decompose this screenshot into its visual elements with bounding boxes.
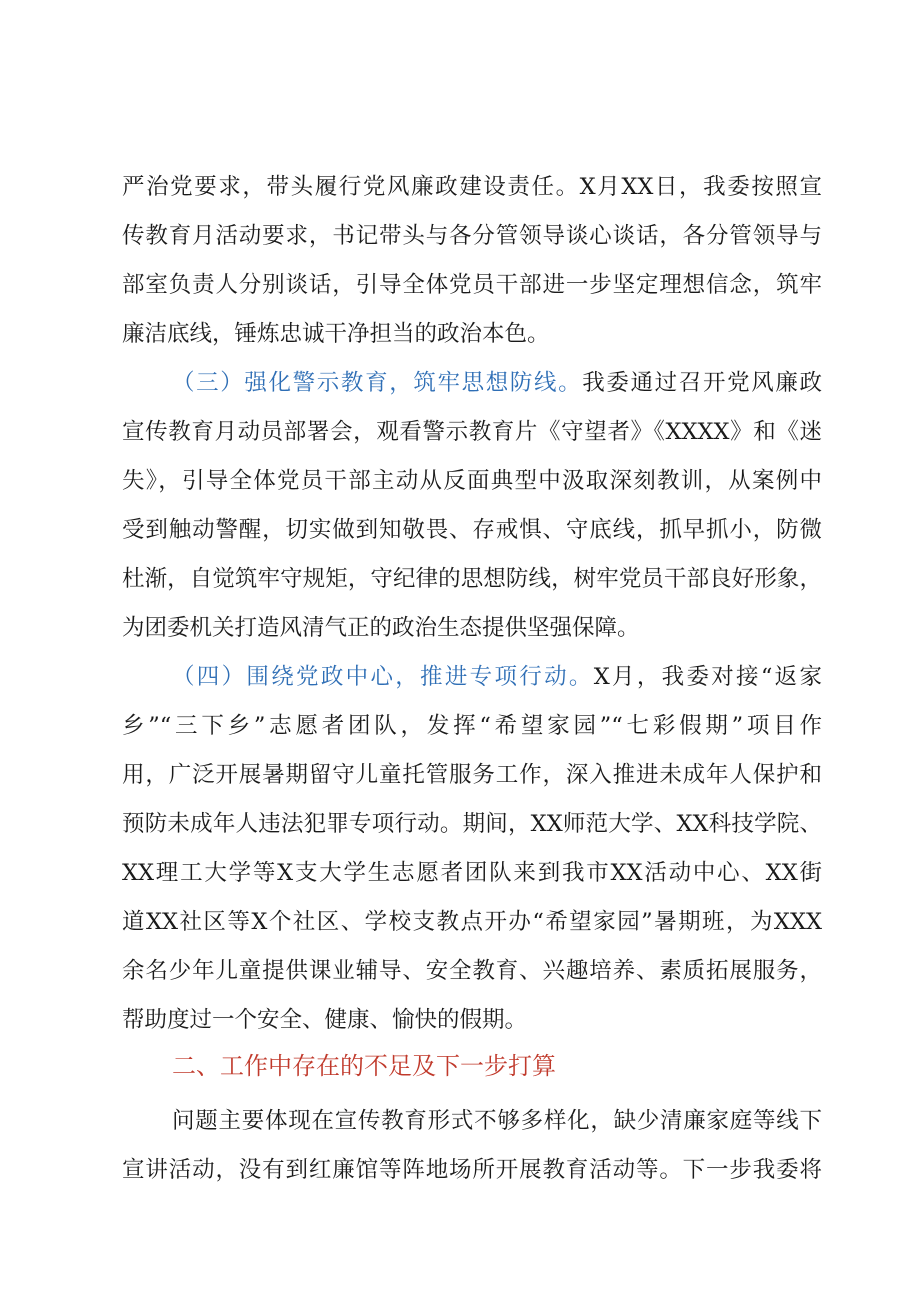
section2-line-2: 宣讲活动，没有到红廉馆等阵地场所开展教育活动等。下一步我委将 (122, 1157, 822, 1183)
para2-line-1 (172, 368, 822, 398)
subhead-four: （四）围绕党政中心，推进专项行动。 (172, 664, 594, 690)
para1-line-3: 部室负责人分别谈话，引导全体党员干部进一步坚定理想信念，筑牢 (122, 272, 822, 298)
para3-line-8: 帮助度过一个安全、健康、愉快的假期。 (122, 1007, 528, 1033)
para3-line-6: 道XX社区等X个社区、学校支教点开办“希望家园”暑期班，为XXX (122, 909, 822, 935)
para2-line-6: 为团委机关打造风清气正的政治生态提供坚强保障。 (122, 615, 640, 641)
section2-line-1: 问题主要体现在宣传教育形式不够多样化，缺少清廉家庭等线下 (172, 1108, 822, 1134)
para3-line-4: 预防未成年人违法犯罪专项行动。期间，XX师范大学、XX科技学院、 (122, 811, 822, 837)
para2-line-3: 失》，引导全体党员干部主动从反面典型中汲取深刻教训，从案例中 (122, 468, 822, 494)
para3-line-3: 用，广泛开展暑期留守儿童托管服务工作，深入推进未成年人保护和 (122, 762, 822, 788)
para1-line-1: 严治党要求，带头履行党风廉政建设责任。X月XX日，我委按照宣 (122, 174, 822, 200)
para1-line-2: 传教育月活动要求，书记带头与各分管领导谈心谈话，各分管领导与 (122, 223, 822, 249)
para3-line-1 (172, 662, 822, 692)
para2-line-2: 宣传教育月动员部署会，观看警示教育片《守望者》《XXXX》和《迷 (122, 419, 822, 445)
para1-line-4: 廉洁底线，锤炼忠诚干净担当的政治本色。 (122, 321, 550, 347)
para2-first-rest: 我委通过召开党风廉政 (582, 370, 822, 396)
para2-line-5: 杜渐，自觉筑牢守规矩，守纪律的思想防线，树牢党员干部良好形象， (122, 566, 822, 592)
section-heading: 二、工作中存在的不足及下一步打算 (172, 1052, 556, 1080)
para2-line-4: 受到触动警醒，切实做到知敬畏、存戒惧、守底线，抓早抓小，防微 (122, 517, 822, 543)
para3-first-rest: X月，我委对接“返家 (593, 664, 822, 690)
para3-line-7: 余名少年儿童提供课业辅导、安全教育、兴趣培养、素质拓展服务， (122, 958, 822, 984)
para3-line-2: 乡”“三下乡”志愿者团队，发挥“希望家园”“七彩假期”项目作 (122, 713, 822, 739)
para3-line-5: XX理工大学等X支大学生志愿者团队来到我市XX活动中心、XX街 (122, 860, 822, 886)
subhead-three: （三）强化警示教育，筑牢思想防线。 (172, 370, 583, 396)
